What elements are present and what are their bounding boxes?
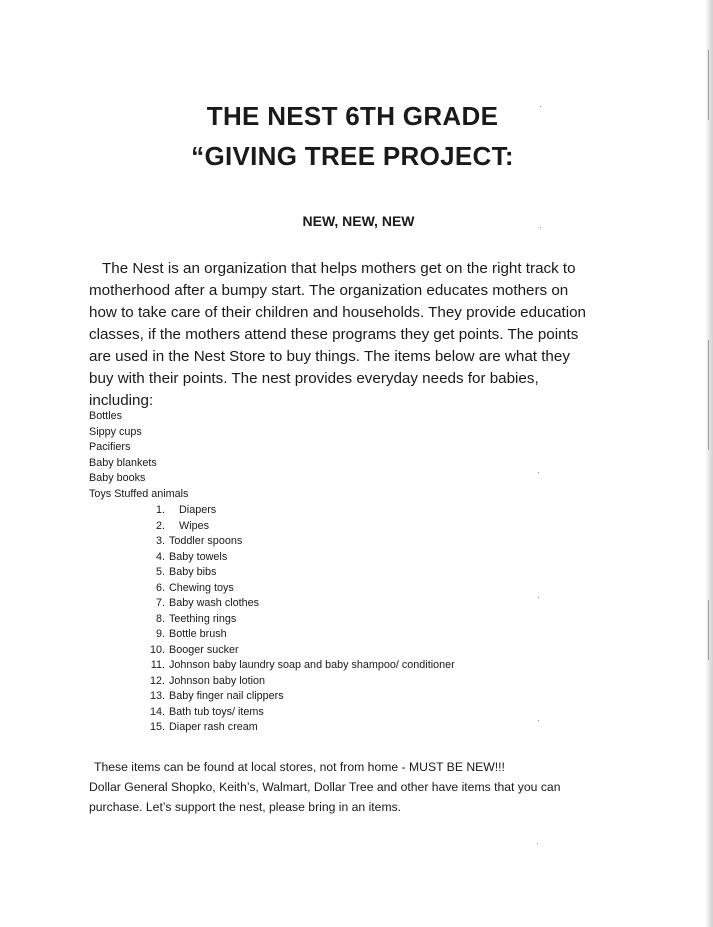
intro-line: motherhood after a bumpy start. The organization educates mothers on (89, 282, 569, 299)
item-number: 10. (149, 643, 165, 656)
item-number: 14. (149, 705, 165, 718)
item-text: Diapers (179, 504, 217, 516)
numbered-list-item (138, 674, 455, 690)
scan-speck (537, 843, 538, 844)
numbered-list-item (138, 720, 455, 736)
plain-item-list (89, 409, 188, 502)
list-item: Toys Stuffed animals (89, 487, 189, 500)
item-text: Baby finger nail clippers (169, 690, 284, 702)
item-text: Teething rings (169, 612, 237, 625)
numbered-list-item (138, 596, 455, 612)
item-text: Baby wash clothes (169, 597, 260, 609)
numbered-list-item (138, 643, 455, 659)
item-number: 9. (155, 628, 165, 640)
numbered-item-list (138, 503, 455, 736)
item-number: 8. (155, 612, 165, 625)
numbered-list-item (138, 627, 455, 643)
scan-artifact-line (708, 600, 709, 660)
item-text: Baby bibs (169, 566, 217, 578)
intro-line: classes, if the mothers attend these programs they get points. The points (89, 326, 579, 343)
numbered-list-item (138, 534, 455, 550)
list-item: Baby blankets (89, 456, 157, 469)
item-text: Johnson baby laundry soap and baby shampoo/ conditioner (169, 659, 455, 671)
intro-line: buy with their points. The nest provides everyday needs for babies, (89, 370, 539, 387)
numbered-list-item (138, 565, 455, 581)
scan-speck (538, 720, 539, 721)
list-item: Bottles (89, 410, 123, 422)
item-number: 2. (155, 519, 165, 532)
numbered-list-item (138, 612, 455, 628)
item-number: 6. (155, 581, 165, 594)
item-text: Chewing toys (169, 581, 234, 594)
numbered-list-item (138, 503, 455, 519)
closing-line: Dollar General Shopko, Keith’s, Walmart, Dollar Tree and other have items that you can (89, 780, 561, 794)
item-number: 15. (149, 721, 165, 733)
scan-speck (538, 472, 539, 473)
intro-line: are used in the Nest Store to buy things. The items below are what they (89, 348, 570, 365)
item-text: Diaper rash cream (169, 721, 258, 733)
page-title-line-2: “GIVING TREE PROJECT: (191, 141, 514, 171)
closing-line: These items can be found at local stores, not from home - MUST BE NEW!!! (94, 760, 505, 774)
item-number: 1. (155, 504, 165, 516)
page-subtitle: NEW, NEW, NEW (302, 213, 415, 229)
closing-paragraph (89, 757, 649, 817)
item-text: Wipes (179, 519, 209, 532)
closing-line: purchase. Let’s support the nest, please bring in an items. (89, 800, 402, 814)
page-title: THE NEST 6TH GRADE (206, 101, 499, 131)
numbered-list-item (138, 705, 455, 721)
item-number: 11. (150, 659, 165, 671)
numbered-list-item (138, 519, 455, 535)
item-number: 3. (155, 535, 165, 547)
item-text: Booger sucker (169, 643, 239, 656)
intro-line: including: (89, 392, 154, 409)
item-text: Bottle brush (169, 628, 227, 640)
intro-paragraph (89, 258, 649, 412)
item-text: Baby towels (169, 550, 228, 563)
item-number: 12. (149, 674, 165, 687)
intro-line: how to take care of their children and households. They provide education (89, 304, 587, 321)
list-item: Sippy cups (89, 425, 142, 438)
numbered-list-item (138, 550, 455, 566)
item-number: 4. (155, 550, 165, 563)
item-text: Bath tub toys/ items (169, 705, 264, 718)
item-number: 5. (155, 566, 165, 578)
item-number: 7. (155, 597, 165, 609)
list-item: Baby books (89, 472, 146, 484)
numbered-list-item (138, 658, 455, 674)
item-text: Toddler spoons (169, 535, 243, 547)
intro-line: The Nest is an organization that helps mothers get on the right track to (102, 260, 576, 277)
scan-edge-shadow (705, 0, 713, 927)
list-item: Pacifiers (89, 441, 131, 453)
scan-speck (538, 597, 539, 598)
item-number: 13. (149, 690, 165, 702)
item-text: Johnson baby lotion (169, 674, 266, 687)
scan-artifact-line (708, 340, 709, 450)
numbered-list-item (138, 689, 455, 705)
numbered-list-item (138, 581, 455, 597)
